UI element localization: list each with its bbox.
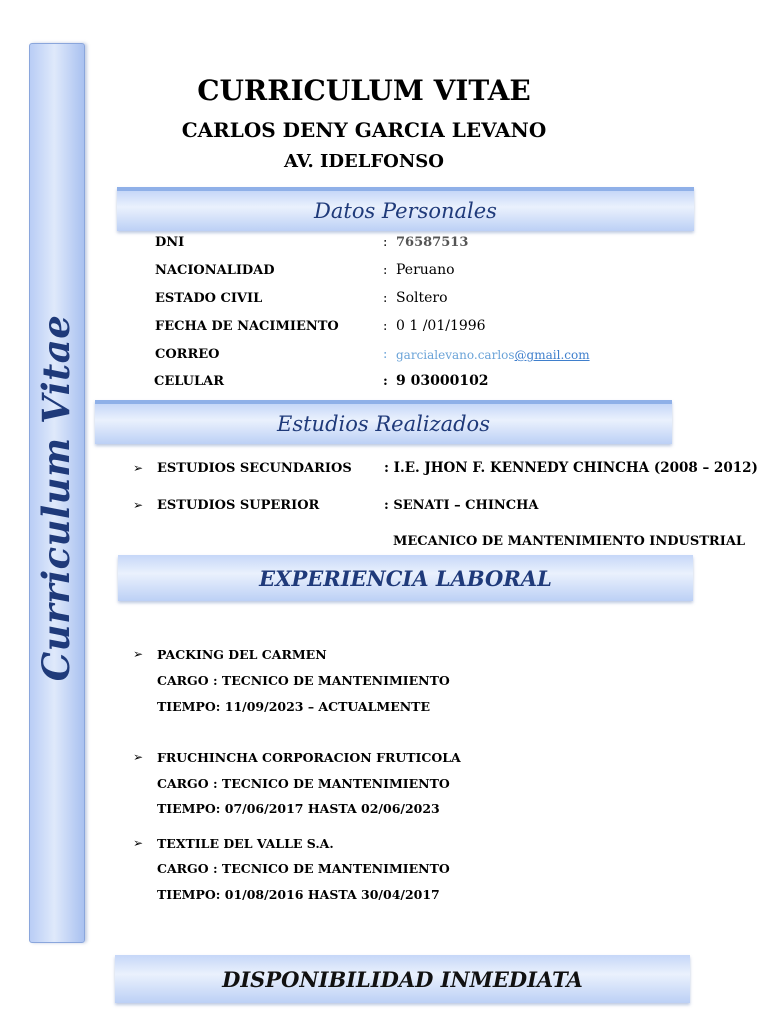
study-value-secundarios: : I.E. JHON F. KENNEDY CHINCHA (2008 – 2012)	[384, 460, 758, 476]
study-label-superior: ESTUDIOS SUPERIOR	[157, 498, 320, 513]
colon: :	[383, 347, 388, 362]
colon: :	[383, 319, 388, 334]
experience-cargo: CARGO : TECNICO DE MANTENIMIENTO	[157, 861, 450, 876]
value-nacionalidad: Peruano	[396, 262, 455, 278]
label-celular: CELULAR	[154, 374, 225, 389]
colon: :	[383, 263, 388, 278]
experience-tiempo: TIEMPO: 01/08/2016 HASTA 30/04/2017	[157, 887, 440, 902]
label-estado-civil: ESTADO CIVIL	[155, 291, 263, 306]
experience-company: PACKING DEL CARMEN	[157, 647, 327, 662]
experience-tiempo: TIEMPO: 11/09/2023 – ACTUALMENTE	[157, 699, 431, 714]
label-dni: DNI	[155, 235, 185, 250]
colon: :	[383, 235, 388, 250]
value-fecha-nacimiento: 0 1 /01/1996	[396, 318, 486, 334]
study-extra-superior: MECANICO DE MANTENIMIENTO INDUSTRIAL	[393, 534, 746, 549]
bullet-arrow-icon: ➢	[133, 836, 144, 850]
experience-cargo: CARGO : TECNICO DE MANTENIMIENTO	[157, 776, 450, 791]
experience-tiempo: TIEMPO: 07/06/2017 HASTA 02/06/2023	[157, 801, 440, 816]
label-fecha-nacimiento: FECHA DE NACIMIENTO	[155, 319, 339, 334]
value-dni: 76587513	[396, 235, 469, 250]
label-correo: CORREO	[155, 347, 220, 362]
section-header-availability: DISPONIBILIDAD INMEDIATA	[115, 955, 690, 1003]
bullet-arrow-icon: ➢	[133, 461, 144, 475]
bullet-arrow-icon: ➢	[133, 750, 144, 764]
person-name: CARLOS DENY GARCIA LEVANO	[181, 118, 547, 142]
bullet-arrow-icon: ➢	[133, 647, 144, 661]
bullet-arrow-icon: ➢	[133, 498, 144, 512]
study-label-secundarios: ESTUDIOS SECUNDARIOS	[157, 461, 352, 476]
study-value-superior: : SENATI – CHINCHA	[384, 498, 539, 513]
experience-company: TEXTILE DEL VALLE S.A.	[157, 836, 334, 851]
section-header-experience: EXPERIENCIA LABORAL	[118, 555, 693, 601]
address: AV. IDELFONSO	[283, 151, 444, 172]
value-estado-civil: Soltero	[396, 290, 448, 306]
section-header-personal: Datos Personales	[117, 187, 694, 231]
value-correo[interactable]	[396, 348, 590, 362]
colon: :	[383, 291, 388, 306]
email-user: garcialevano.carlos	[396, 348, 515, 362]
value-celular: 9 03000102	[396, 373, 489, 389]
sidebar-title: Curriculum Vitae	[34, 314, 78, 682]
section-header-studies: Estudios Realizados	[95, 400, 672, 444]
colon: :	[383, 374, 388, 389]
experience-cargo: CARGO : TECNICO DE MANTENIMIENTO	[157, 673, 450, 688]
label-nacionalidad: NACIONALIDAD	[155, 263, 275, 278]
experience-company: FRUCHINCHA CORPORACION FRUTICOLA	[157, 750, 461, 765]
document-title: CURRICULUM VITAE	[197, 74, 531, 107]
email-link[interactable]: @gmail.com	[514, 348, 590, 362]
